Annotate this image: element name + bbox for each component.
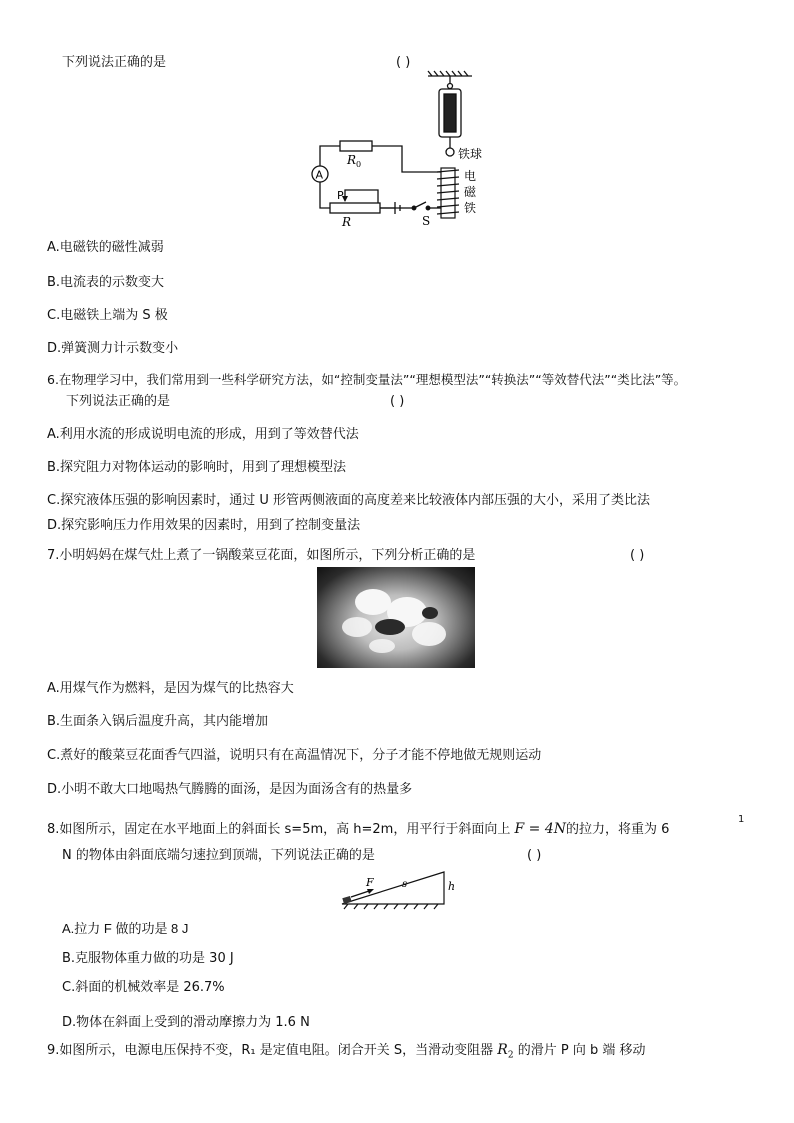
- electromagnet-coil: [437, 168, 459, 218]
- block-icon: [342, 896, 351, 904]
- label-r: R: [342, 215, 352, 229]
- q5-stem-tail: 下列说法正确的是: [62, 55, 167, 70]
- q5-option-d: D.弹簧测力计示数变小: [47, 341, 179, 356]
- page-number: 1: [738, 814, 745, 825]
- q9-r2: R: [497, 1042, 508, 1058]
- q8-stem-line2: N 的物体由斜面底端匀速拉到顶端，下列说法正确的是: [62, 848, 375, 863]
- label-p: P: [337, 189, 344, 202]
- q8-option-d: D.物体在斜面上受到的滑动摩擦力为 1.6 N: [62, 1015, 310, 1030]
- q5-option-b: B.电流表的示数变大: [47, 275, 165, 290]
- q5-option-a: A.电磁铁的磁性减弱: [47, 240, 164, 255]
- iron-ball-icon: [446, 148, 454, 156]
- q9-r2-sub: 2: [507, 1050, 514, 1061]
- q6-stem-line2: 下列说法正确的是: [66, 394, 171, 409]
- label-h: h: [448, 880, 456, 893]
- q8-incline-figure: [338, 868, 468, 910]
- label-iron-ball: 铁球: [458, 147, 483, 161]
- q8-option-a: A.拉力 F 做的功是 8 J: [62, 921, 189, 936]
- label-f: F: [366, 876, 374, 889]
- force-arrow-icon: [367, 889, 374, 894]
- q9-stem-part1: 9.如图所示，电源电压保持不变，R₁ 是定值电阻。闭合开关 S，当滑动变阻器: [47, 1043, 498, 1058]
- q6-option-b: B.探究阻力对物体运动的影响时，用到了理想模型法: [47, 460, 347, 475]
- q8-answer-bracket: ( ): [527, 848, 542, 863]
- q5-answer-bracket: ( ): [396, 55, 411, 70]
- q7-option-b: B.生面条入锅后温度升高，其内能增加: [47, 714, 269, 729]
- q5-circuit-figure: [300, 68, 500, 230]
- resistor-r0-icon: [340, 141, 372, 151]
- label-em-3: 铁: [464, 201, 477, 215]
- q7-option-a: A.用煤气作为燃料，是因为煤气的比热容大: [47, 681, 294, 696]
- q9-stem-part2: 的滑片 P 向 b 端 移动: [513, 1043, 646, 1058]
- q8-stem: [47, 821, 669, 838]
- spring-balance: [439, 76, 461, 148]
- label-em-1: 电: [464, 169, 477, 183]
- label-s: S: [422, 214, 431, 228]
- q9-stem: [47, 1042, 645, 1064]
- q7-answer-bracket: ( ): [630, 548, 645, 563]
- q8-option-c: C.斜面的机械效率是 26.7%: [62, 980, 225, 995]
- q6-stem: 6.在物理学习中，我们常用到一些科学研究方法，如“控制变量法”“理想模型法”“转换法”“等效替代法”“类比法”等。: [47, 372, 687, 387]
- label-slope-s: s: [402, 879, 408, 890]
- ground-hatching: [344, 904, 438, 909]
- q6-option-a: A.利用水流的形成说明电流的形成，用到了等效替代法: [47, 427, 359, 442]
- q8-option-b: B.克服物体重力做的功是 30 J: [62, 951, 234, 966]
- q7-stem: 7.小明妈妈在煤气灶上煮了一锅酸菜豆花面，如图所示，下列分析正确的是: [47, 548, 476, 563]
- label-em-2: 磁: [464, 185, 477, 199]
- q6-answer-bracket: ( ): [390, 394, 405, 409]
- q7-option-c: C.煮好的酸菜豆花面香气四溢，说明只有在高温情况下，分子才能不停地做无规则运动: [47, 748, 542, 763]
- q6-option-d: D.探究影响压力作用效果的因素时，用到了控制变量法: [47, 518, 361, 533]
- ceiling-support: [428, 71, 472, 76]
- q8-stem-part1: 8.如图所示，固定在水平地面上的斜面长 s=5m，高 h=2m，用平行于斜面向上: [47, 822, 515, 837]
- q8-stem-part2: 的拉力，将重为 6: [565, 822, 670, 837]
- q6-option-c: C.探究液体压强的影响因素时，通过 U 形管两侧液面的高度差来比较液体内部压强的大小，采用了类比法: [47, 493, 650, 508]
- label-ammeter: A: [315, 168, 324, 182]
- q7-option-d: D.小明不敢大口地喝热气腾腾的面汤，是因为面汤含有的热量多: [47, 782, 413, 797]
- q8-formula: F = 4N: [514, 821, 566, 837]
- incline-triangle: [342, 872, 444, 904]
- label-r0: R: [347, 153, 357, 167]
- q5-option-c: C.电磁铁上端为 S 极: [47, 308, 168, 323]
- noodle-pot-photo: [317, 567, 475, 668]
- rheostat-icon: [330, 203, 380, 213]
- label-r0-sub: 0: [356, 160, 362, 169]
